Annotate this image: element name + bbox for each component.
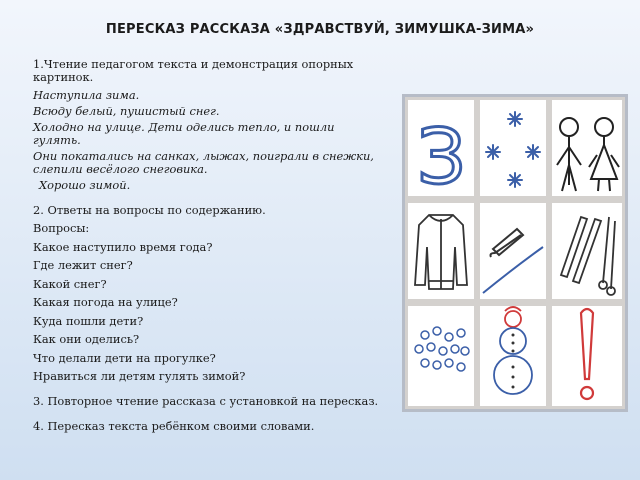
step-3: 3. Повторное чтение рассказа с установкой на пересказ. [33,394,379,408]
step-4: 4. Пересказ текста ребёнком своими словами. [33,419,315,433]
story-line: Наступила зима. [33,88,140,102]
questions-label: Вопросы: [33,221,90,235]
story-line: Хорошо зимой. [39,178,131,192]
lesson-text [33,58,383,438]
picture-cards [402,94,628,412]
svg-text:З: З [417,112,466,201]
step-2: 2. Ответы на вопросы по содержанию. [33,203,266,217]
step-1: 1.Чтение педагогом текста и демонстрация опорных картинок. [33,57,354,84]
question: Что делали дети на прогулке? [33,350,216,365]
story-line: Холодно на улице. Дети оделись тепло, и пошли гулять. [33,120,335,147]
question: Куда пошли дети? [33,313,144,328]
letter-z-icon [417,112,466,201]
question: Какой снег? [33,276,107,291]
page-title: ПЕРЕСКАЗ РАССКАЗА «ЗДРАВСТВУЙ, ЗИМУШКА-ЗИМА» [105,22,535,37]
question: Какая погода на улице? [33,295,178,309]
story-line: Они покатались на санках, лыжах, поиграли в снежки, слепили весёлого снеговика. [33,149,374,176]
question: Нравиться ли детям гулять зимой? [33,369,246,383]
question: Где лежит снег? [33,258,133,272]
story-line: Всюду белый, пушистый снег. [33,104,220,118]
question: Как они оделись? [33,332,140,346]
question: Какое наступило время года? [33,239,213,254]
